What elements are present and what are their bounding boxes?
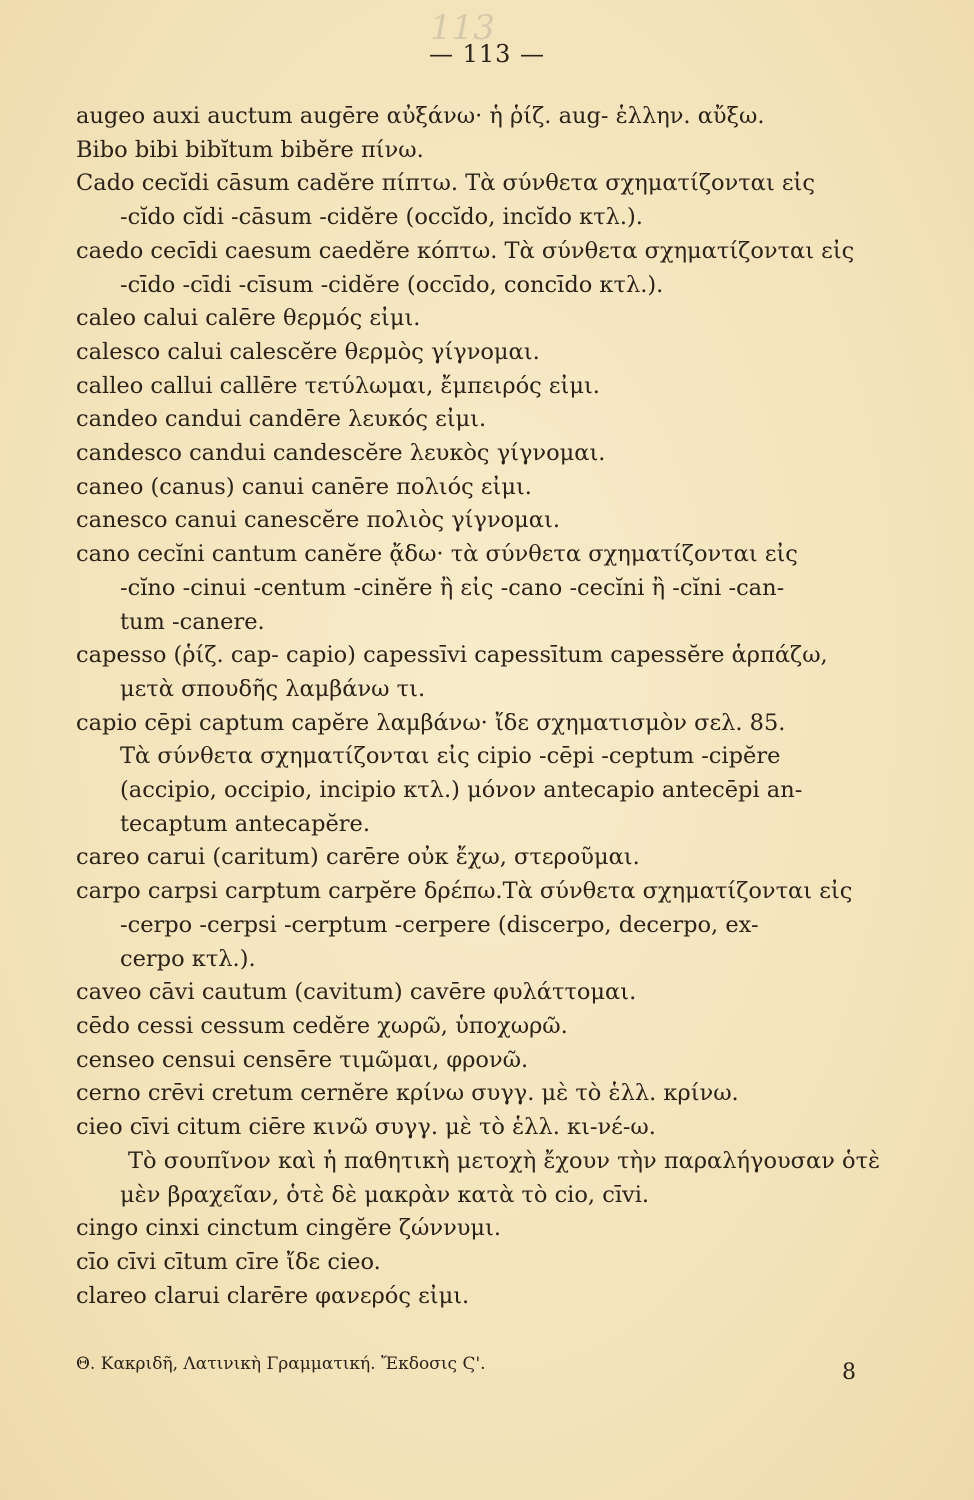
text-line: capio cēpi captum capĕre λαμβάνω· ἴδε σχηματισμὸν σελ. 85.: [76, 709, 786, 736]
text-line: calesco calui calescĕre θερμὸς γίγνομαι.: [76, 338, 540, 365]
text-line: candeo candui candēre λευκός εἰμι.: [76, 406, 487, 433]
text-line: cieo cīvi citum ciēre κινῶ συγγ. μὲ τὸ ἑλλ. κι-νέ-ω.: [76, 1114, 656, 1141]
text-line: -cĭno -cinui -centum -cinĕre ἢ εἰς -cano -cecĭni ἢ -cĭni -can-: [120, 574, 785, 601]
text-line: clareo clarui clarēre φανερός εἰμι.: [76, 1282, 470, 1309]
text-line: calleo callui callēre τετύλωμαι, ἔμπειρός εἰμι.: [76, 372, 600, 399]
text-line: Cado cecĭdi cāsum cadĕre πίπτω. Τὰ σύνθετα σχηματίζονται εἰς: [76, 170, 815, 197]
text-line: canesco canui canescĕre πολιὸς γίγνομαι.: [76, 507, 560, 534]
text-line: capesso (ῥίζ. cap- capio) capessīvi capessītum capessĕre ἁρπάζω,: [76, 642, 828, 669]
text-line: cerpo κτλ.).: [120, 945, 256, 972]
dictionary-text: [76, 100, 906, 1313]
page-number: — 113 —: [428, 40, 546, 68]
text-line: carpo carpsi carptum carpĕre δρέπω.Τὰ σύνθετα σχηματίζονται εἰς: [76, 878, 853, 905]
signature-mark: 8: [842, 1360, 856, 1385]
text-line: careo carui (caritum) carēre οὐκ ἔχω, στεροῦμαι.: [76, 844, 640, 871]
text-line: Τὰ σύνθετα σχηματίζονται εἰς cipio -cēpi -ceptum -cipĕre: [120, 743, 781, 770]
text-line: candesco candui candescĕre λευκὸς γίγνομαι.: [76, 440, 606, 467]
text-line: Bibo bibi bibĭtum bibĕre πίνω.: [76, 136, 424, 163]
text-line: Τὸ σουπῖνον καὶ ἡ παθητικὴ μετοχὴ ἔχουν τὴν παραλήγουσαν ὁτὲ: [128, 1147, 881, 1174]
text-line: cano cecĭni cantum canĕre ᾄδω· τὰ σύνθετα σχηματίζονται εἰς: [76, 541, 798, 568]
text-line: (accipio, occipio, incipio κτλ.) μόνον antecapio antecēpi an-: [120, 777, 803, 804]
text-line: cīo cīvi cītum cīre ἴδε cieo.: [76, 1248, 381, 1275]
text-line: μετὰ σπουδῆς λαμβάνω τι.: [120, 675, 426, 702]
text-line: μὲν βραχεῖαν, ὁτὲ δὲ μακρὰν κατὰ τὸ cio, cīvi.: [120, 1181, 650, 1208]
footer-citation: Θ. Κακριδῆ, Λατινικὴ Γραμματική. Ἔκδοσις Ϛ'.: [76, 1354, 486, 1374]
text-line: cēdo cessi cessum cedĕre χωρῶ, ὑποχωρῶ.: [76, 1012, 568, 1039]
text-line: -cīdo -cīdi -cīsum -cidĕre (occīdo, concīdo κτλ.).: [120, 271, 664, 298]
text-line: tum -canere.: [120, 608, 265, 635]
text-line: censeo censui censēre τιμῶμαι, φρονῶ.: [76, 1046, 529, 1073]
text-line: tecaptum antecapĕre.: [120, 810, 371, 837]
text-line: cerno crēvi cretum cernĕre κρίνω συγγ. μὲ τὸ ἑλλ. κρίνω.: [76, 1080, 739, 1107]
text-line: caleo calui calēre θερμός εἰμι.: [76, 305, 421, 332]
text-line: caveo cāvi cautum (cavitum) cavēre φυλάττομαι.: [76, 979, 637, 1006]
text-line: cingo cinxi cinctum cingĕre ζώννυμι.: [76, 1215, 502, 1242]
text-line: caedo cecīdi caesum caedĕre κόπτω. Τὰ σύνθετα σχηματίζονται εἰς: [76, 237, 855, 264]
text-line: augeo auxi auctum augēre αὐξάνω· ἡ ῥίζ. aug- ἑλλην. αὔξω.: [76, 103, 765, 129]
text-line: -cerpo -cerpsi -cerptum -cerpere (discerpo, decerpo, ex-: [120, 911, 759, 938]
text-line: caneo (canus) canui canēre πολιός εἰμι.: [76, 473, 532, 500]
text-line: -cĭdo cĭdi -cāsum -cidĕre (occĭdo, incĭdo κτλ.).: [120, 204, 643, 231]
library-stamp: 113: [430, 8, 495, 48]
